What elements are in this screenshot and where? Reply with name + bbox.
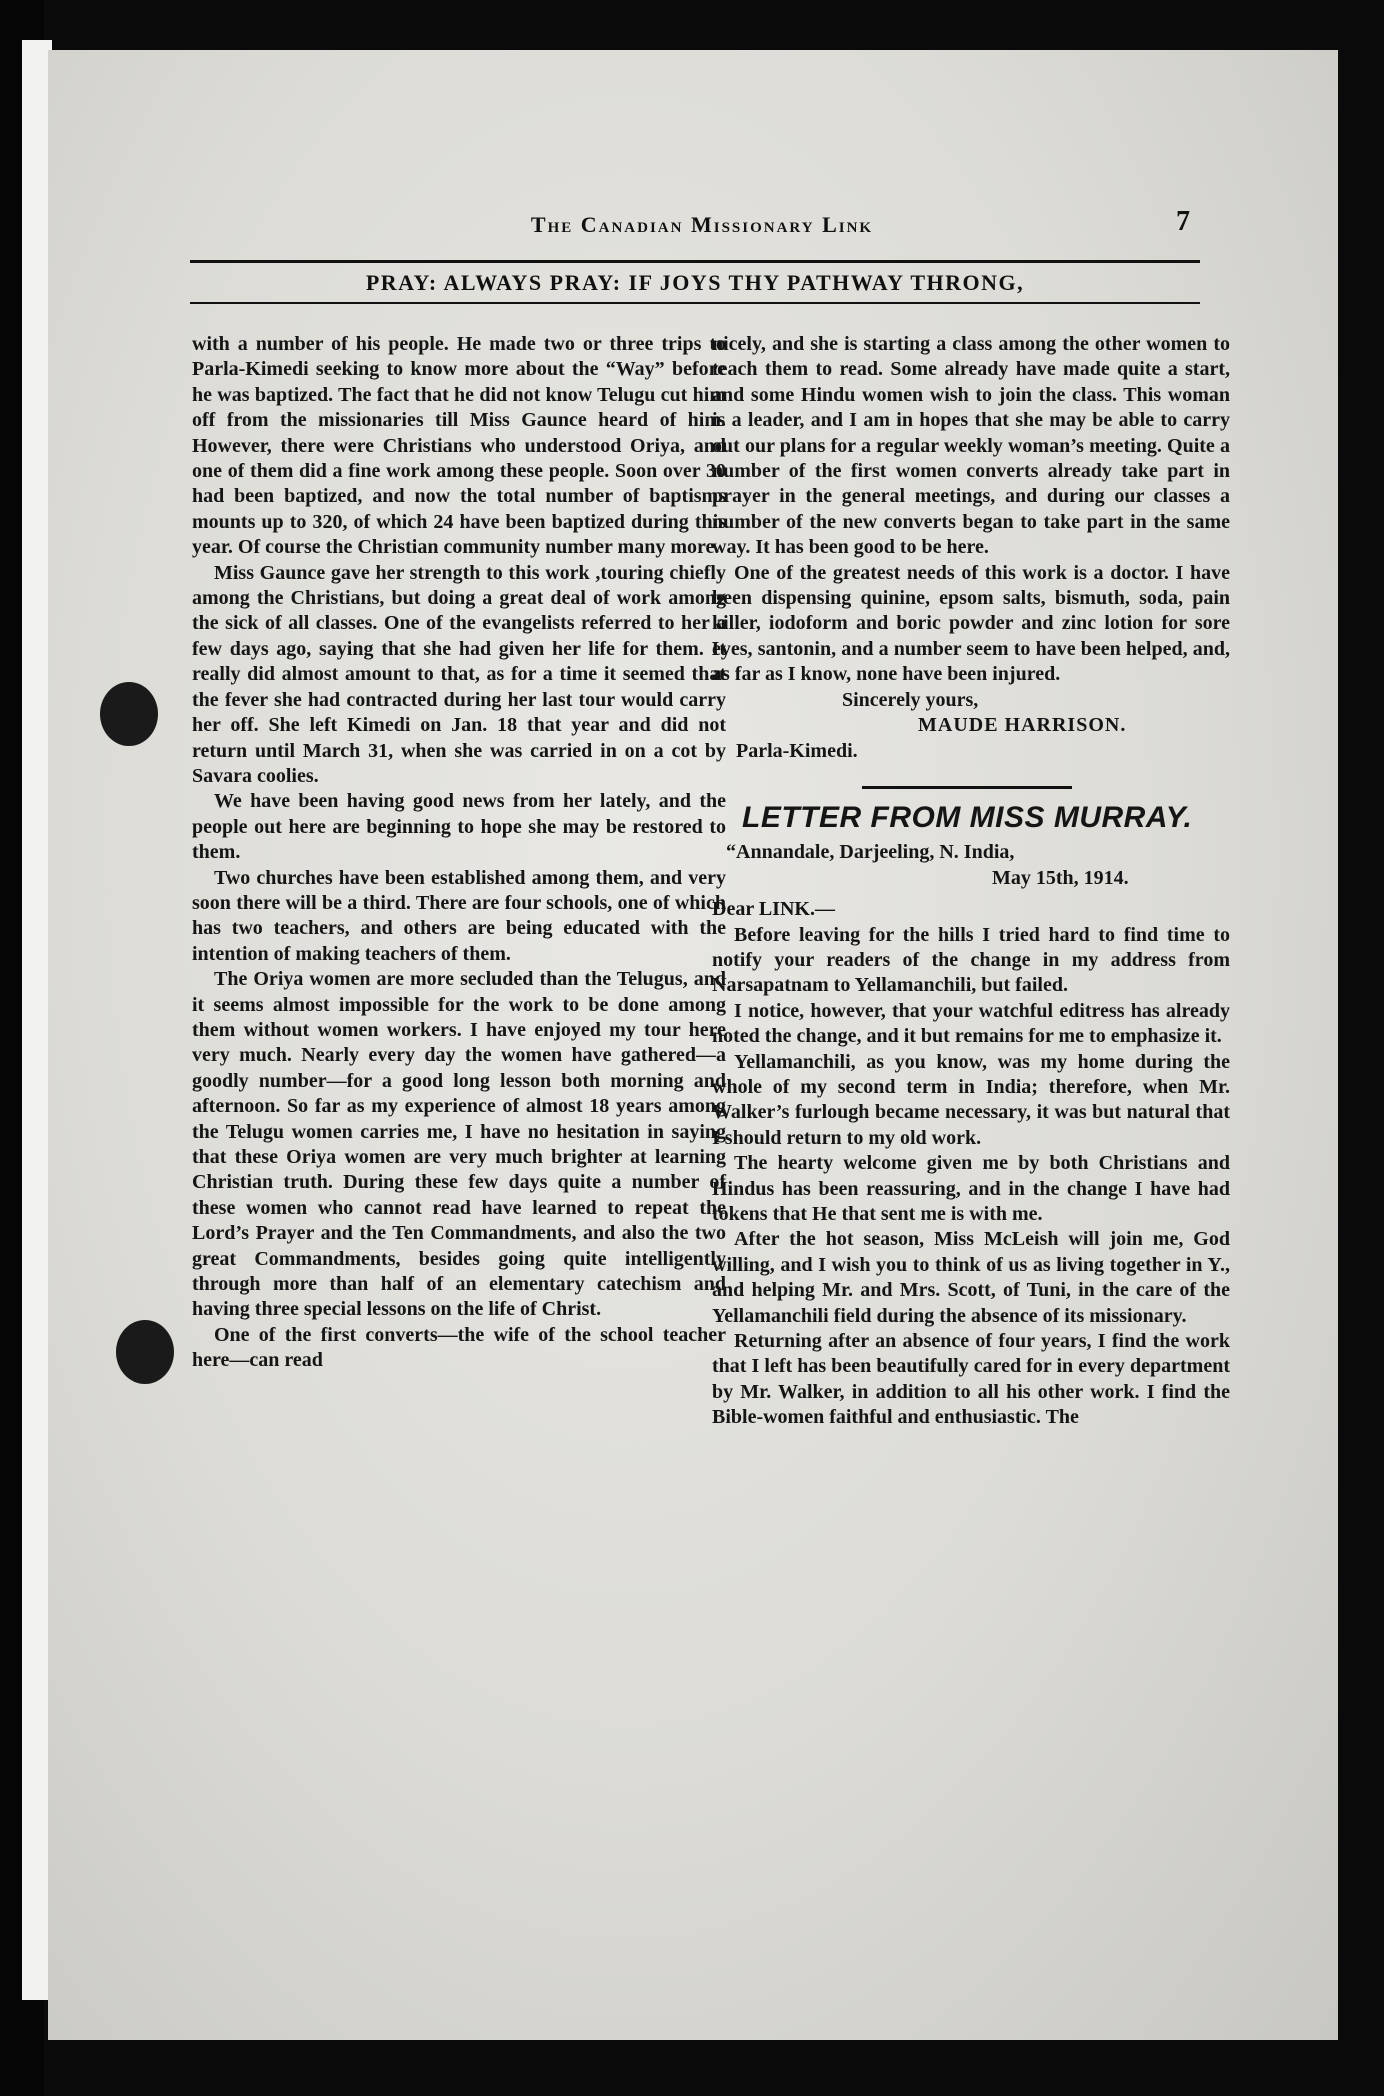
paragraph: Miss Gaunce gave her strength to this work ,touring chiefly among the Christians, but doing a great deal of work among the sick of all classes. One of the evangelists referred to her a few days ago, saying that she had given her life for them. It really did almost amount to that, as for a time it seemed that the fever she had contracted during her last tour would carry her off. She left Kimedi on Jan. 18 that year and did not return until March 31, when she was carried in on a cot by Savara coolies.	[192, 561, 726, 787]
paragraph: After the hot season, Miss McLeish will join me, God willing, and I wish you to think of us as living together in Y., and helping Mr. and Mrs. Scott, of Tuni, in the care of the Yellamanchili field during the absence of its missionary.	[712, 1228, 1230, 1327]
page-number: 7	[1176, 206, 1190, 237]
binder-hole-top	[100, 682, 158, 746]
section-divider	[862, 786, 1072, 789]
letter-date: May 15th, 1914.	[992, 866, 1129, 889]
header-rule	[190, 260, 1200, 263]
paragraph: Yellamanchili, as you know, was my home during the whole of my second term in India; therefore, when Mr. Walker’s furlough became necessary, it was but natural that I should return to my old work.	[712, 1050, 1230, 1149]
paragraph: with a number of his people. He made two or three trips to Parla-Kimedi seeking to know more about the “Way” before he was baptized. The fact that he did not know Telugu cut him off from the missionaries till Miss Gaunce heard of him. However, there were Christians who understood Oriya, and one of them did a fine work among these people. Soon over 30 had been baptized, and now the total number of baptisms mounts up to 320, of which 24 have been baptized during this year. Of course the Christian community number many more.	[192, 333, 726, 559]
letter-place: Parla-Kimedi.	[736, 739, 858, 762]
letter-address: “Annandale, Darjeeling, N. India,	[726, 841, 1015, 864]
motto-rule	[190, 302, 1200, 304]
letter-signature: MAUDE HARRISON.	[918, 714, 1127, 737]
left-column	[192, 332, 726, 1374]
paragraph: I notice, however, that your watchful editress has already noted the change, and it but remains for me to emphasize it.	[712, 999, 1230, 1048]
letter-closing: Sincerely yours,	[842, 688, 979, 711]
paragraph: Before leaving for the hills I tried hard to find time to notify your readers of the change in my address from Narsapatnam to Yellamanchili, but failed.	[712, 923, 1230, 997]
paragraph: The hearty welcome given me by both Christians and Hindus has been reassuring, and in the change I have had tokens that He that sent me is with me.	[712, 1152, 1230, 1225]
running-title: The Canadian Missionary Link	[530, 212, 874, 237]
paragraph: nicely, and she is starting a class among the other women to teach them to read. Some already have made quite a start, and some Hindu women wish to join the class. This woman is a leader, and I am in hopes that she may be able to carry out our plans for a regular weekly woman’s meeting. Quite a number of the first women converts already take part in prayer in the general meetings, and during our classes a number of the new converts began to take part in the same way. It has been good to be here.	[712, 333, 1230, 559]
right-column	[712, 332, 1230, 1431]
paragraph: Returning after an absence of four years, I find the work that I left has been beautifully cared for in every department by Mr. Walker, in addition to all his other work. I find the Bible-women faithful and enthusiastic. The	[712, 1330, 1230, 1429]
paragraph: The Oriya women are more secluded than the Telugus, and it seems almost impossible for the work to be done among them without women workers. I have enjoyed my tour here very much. Nearly every day the women have gathered—a goodly number—for a good long lesson both morning and afternoon. So far as my experience of almost 18 years among the Telugu women carries me, I have no hesitation in saying that these Oriya women are very much brighter at learning Christian truth. During these few days quite a number of these women who cannot read have learned to repeat the Lord’s Prayer and the Ten Commandments, and also the two great Commandments, besides going quite intelligently through more than half of an elementary catechism and having three special lessons on the life of Christ.	[192, 968, 726, 1321]
header-motto: PRAY: ALWAYS PRAY: IF JOYS THY PATHWAY THRONG,	[365, 270, 1025, 295]
article-headline: LETTER FROM MISS MURRAY.	[742, 800, 1193, 834]
paragraph: One of the greatest needs of this work is a doctor. I have been dispensing quinine, epsom salts, bismuth, soda, pain killer, iodoform and boric powder and zinc lotion for sore eyes, santonin, and a number seem to have been helped, and, as far as I know, none have been injured.	[712, 561, 1230, 686]
binder-hole-bottom	[116, 1320, 174, 1384]
paragraph: Two churches have been established among them, and very soon there will be a third. There are four schools, one of which has two teachers, and others are being educated with the intention of making teachers of them.	[192, 866, 726, 965]
paragraph: One of the first converts—the wife of the school teacher here—can read	[192, 1323, 726, 1372]
paragraph: We have been having good news from her lately, and the people out here are beginning to hope she may be restored to them.	[192, 790, 726, 864]
letter-salutation: Dear LINK.—	[712, 898, 835, 921]
